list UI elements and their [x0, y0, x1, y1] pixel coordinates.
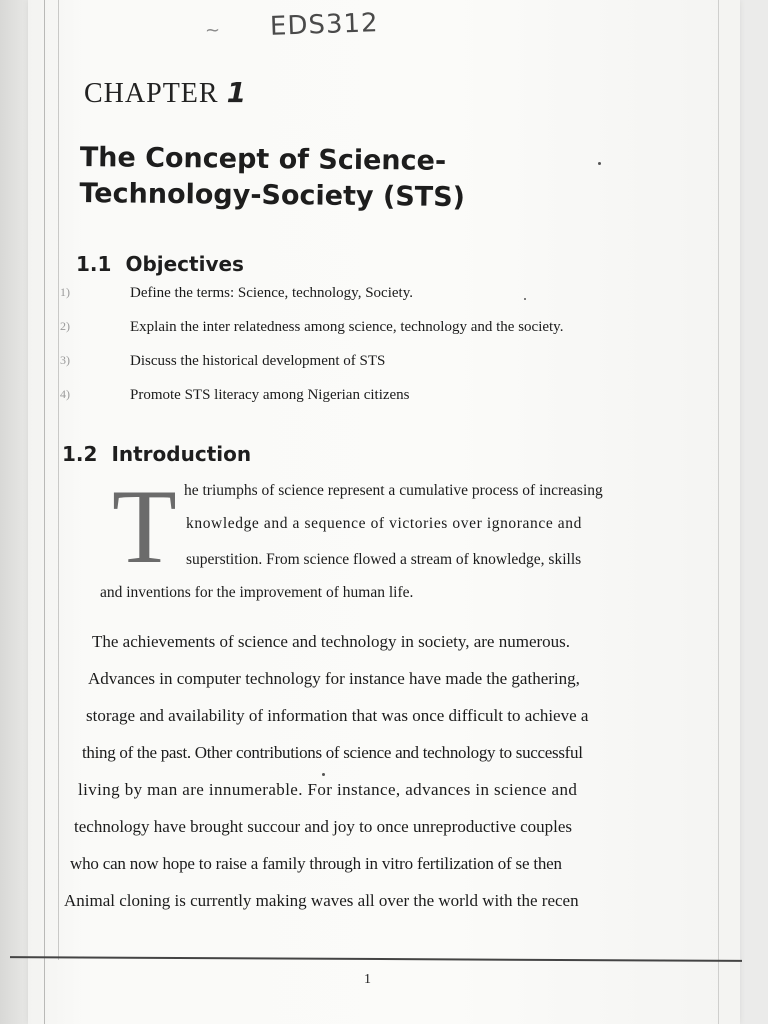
- course-code-handwritten: EDS312: [269, 8, 380, 42]
- drop-cap-letter: T: [112, 468, 177, 585]
- paragraph-line: knowledge and a sequence of victories over ignorance and: [186, 515, 582, 532]
- chapter-heading: [84, 76, 247, 110]
- objective-text: Discuss the historical development of STS: [130, 353, 386, 369]
- paragraph-line: storage and availability of information that was once difficult to achieve a: [86, 706, 589, 725]
- list-marker: 1): [60, 285, 70, 299]
- objective-text: Define the terms: Science, technology, Society.: [130, 285, 413, 301]
- section-title: Objectives: [125, 252, 244, 276]
- paragraph-line: technology have brought succour and joy to once unreproductive couples: [74, 817, 573, 836]
- objective-item: [60, 319, 700, 353]
- chapter-number: 1: [226, 76, 248, 109]
- page-left-shadow: [0, 0, 28, 1024]
- chapter-title: [79, 140, 600, 217]
- list-marker: 2): [60, 319, 70, 333]
- objective-item: [60, 387, 700, 421]
- chapter-title-line: Technology-Society (STS): [79, 177, 466, 214]
- binder-line: [44, 0, 45, 1024]
- scan-speck: [598, 162, 601, 165]
- objective-item: [60, 285, 700, 319]
- objective-item: [60, 353, 700, 387]
- section-heading-introduction: [62, 442, 251, 466]
- scan-speck: [524, 298, 526, 300]
- chapter-label: CHAPTER: [84, 78, 219, 109]
- binder-line: [58, 0, 59, 960]
- paragraph-line: living by man are innumerable. For instance, advances in science and: [78, 780, 578, 799]
- objective-text: Explain the inter relatedness among science, technology and the society.: [130, 319, 564, 335]
- chapter-title-line: The Concept of Science-: [79, 141, 447, 177]
- section-heading-objectives: [76, 252, 244, 276]
- paragraph-line: he triumphs of science represent a cumulative process of increasing: [184, 482, 603, 499]
- objectives-list: [60, 285, 700, 421]
- pen-scribble: ~: [205, 20, 221, 41]
- section-title: Introduction: [111, 442, 252, 466]
- paragraph-line: Advances in computer technology for instance have made the gathering,: [88, 669, 580, 688]
- paragraph-line: Animal cloning is currently making waves all over the world with the recen: [64, 891, 579, 910]
- paragraph-line: who can now hope to raise a family through in vitro fertilization of se then: [70, 854, 562, 873]
- list-marker: 4): [60, 387, 70, 401]
- paragraph-line: superstition. From science flowed a stream of knowledge, skills: [186, 551, 582, 568]
- page-number: 1: [364, 972, 371, 987]
- paragraph-line: and inventions for the improvement of human life.: [100, 584, 414, 601]
- section-number: 1.1: [76, 252, 112, 276]
- binder-line: [718, 0, 719, 1024]
- scan-speck: [322, 773, 325, 776]
- paragraph-line: The achievements of science and technology in society, are numerous.: [92, 632, 571, 651]
- paragraph-line: thing of the past. Other contributions of science and technology to successful: [82, 743, 583, 762]
- section-number: 1.2: [62, 442, 98, 466]
- list-marker: 3): [60, 353, 70, 367]
- objective-text: Promote STS literacy among Nigerian citizens: [130, 387, 410, 403]
